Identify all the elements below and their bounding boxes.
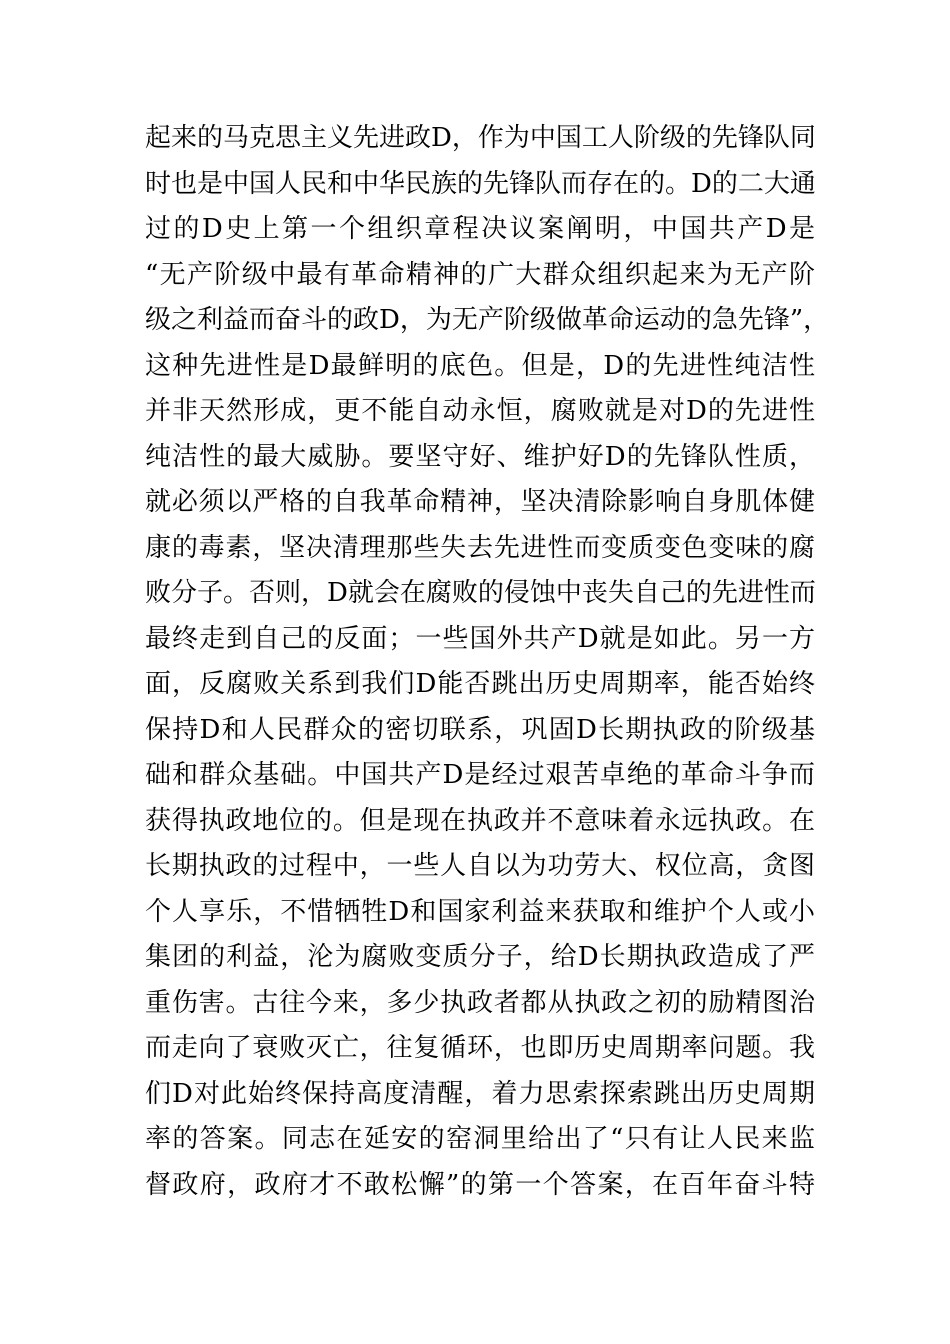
text-line: 就必须以严格的自我革命精神，坚决清除影响自身肌体健 bbox=[145, 487, 815, 517]
text-line: 并非天然形成，更不能自动永恒，腐败就是对D的先进性 bbox=[145, 396, 815, 426]
text-line: 重伤害。古往今来，多少执政者都从执政之初的励精图治 bbox=[145, 987, 815, 1018]
text-line: 保持D和人民群众的密切联系，巩固D长期执政的阶级基 bbox=[145, 714, 815, 745]
text-line: 起来的马克思主义先进政D，作为中国工人阶级的先锋队同 bbox=[145, 123, 816, 153]
text-line: 们D对此始终保持高度清醒，着力思索探索跳出历史周期 bbox=[145, 1078, 815, 1109]
text-line: 集团的利益，沦为腐败变质分子，给D长期执政造成了严 bbox=[145, 942, 815, 972]
text-line: 过的D史上第一个组织章程决议案阐明，中国共产D是 bbox=[145, 214, 815, 244]
text-line: 最终走到自己的反面；一些国外共产D就是如此。另一方 bbox=[145, 623, 815, 654]
text-line: 时也是中国人民和中华民族的先锋队而存在的。D的二大通 bbox=[145, 168, 816, 199]
text-line: 面，反腐败关系到我们D能否跳出历史周期率，能否始终 bbox=[145, 669, 815, 699]
text-line: “无产阶级中最有革命精神的广大群众组织起来为无产阶 bbox=[145, 259, 815, 290]
text-line: 这种先进性是D最鲜明的底色。但是，D的先进性纯洁性 bbox=[145, 350, 815, 381]
text-line: 获得执政地位的。但是现在执政并不意味着永远执政。在 bbox=[145, 805, 815, 836]
body-paragraph bbox=[145, 116, 830, 1208]
text-line: 纯洁性的最大威胁。要坚守好、维护好D的先锋队性质， bbox=[145, 441, 815, 472]
text-line: 级之利益而奋斗的政D，为无产阶级做革命运动的急先锋”， bbox=[145, 305, 830, 335]
text-line: 个人享乐，不惜牺牲D和国家利益来获取和维护个人或小 bbox=[145, 896, 815, 927]
text-line: 而走向了衰败灭亡，往复循环，也即历史周期率问题。我 bbox=[145, 1033, 815, 1063]
text-line: 长期执政的过程中，一些人自以为功劳大、权位高，贪图 bbox=[145, 851, 815, 881]
text-line: 康的毒素，坚决清理那些失去先进性而变质变色变味的腐 bbox=[145, 532, 815, 563]
text-line: 础和群众基础。中国共产D是经过艰苦卓绝的革命斗争而 bbox=[145, 760, 815, 790]
text-line: 督政府，政府才不敢松懈”的第一个答案，在百年奋斗特 bbox=[145, 1169, 815, 1200]
text-line: 败分子。否则，D就会在腐败的侵蚀中丧失自己的先进性而 bbox=[145, 578, 816, 608]
text-line: 率的答案。同志在延安的窑洞里给出了“只有让人民来监 bbox=[145, 1124, 815, 1154]
